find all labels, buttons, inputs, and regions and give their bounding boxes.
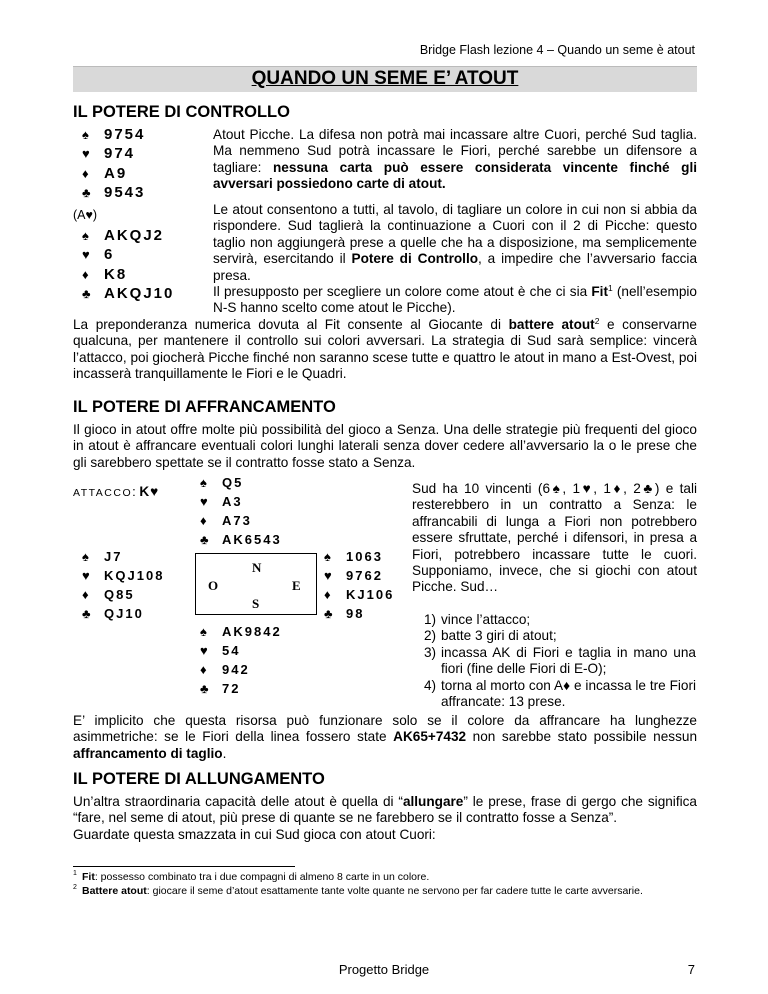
north-spades: 9754 (104, 125, 146, 143)
compass-east: E (292, 578, 301, 593)
opening-lead: ATTACCO: K♥ (73, 484, 160, 499)
section-heading-affrancamento: IL POTERE DI AFFRANCAMENTO (73, 398, 336, 416)
bid-indicator: (A♥) (73, 208, 98, 222)
north-hearts: 974 (104, 145, 136, 163)
hand-east-2: ♠ 1063 ♥ 9762 ♦ KJ106 ♣ 98 (324, 549, 395, 622)
paragraph-control-2: Le atout consentono a tutti, al tavolo, di tagliare un colore in cui non si abbia da rispondere. Sud taglierà la continuazione a Cuori con il 2 di Picche: questo taglio non aggiungerà prese a quelle che ha a disposizione, ma semplicemente servirà, esercitando il Potere di Controllo, a impedire che l’avversario faccia presa. Il presupposto per scegliere un colore come atout è che ci sia Fit$^1$ (nell’esempio N-S hanno scelto come atout le Picche). (213, 202, 698, 316)
footnote-1: 1 Fit: possesso combinato tra i due compagni di almeno 8 carte in un colore. (73, 870, 430, 883)
paragraph-affrancamento-intro: Il gioco in atout offre molte più possibilità del gioco a Senza. Una delle strategie più frequenti del gioco in atout è affrancare eventuali colori lunghi laterali senza dover cedere all’avversario la o le prese che gli sarebbero spettate se il contratto fosse stato a Senza. (73, 422, 697, 470)
page-number: 7 (687, 962, 695, 977)
page-footer: Progetto Bridge (338, 962, 430, 977)
running-header: Bridge Flash lezione 4 – Quando un seme è atout (419, 43, 695, 57)
compass-table (195, 553, 317, 615)
north-clubs: 9543 (104, 184, 146, 202)
play-step: 3) incassa AK di Fiori e taglia in mano una fiori (fine delle Fiori di E-O); (424, 644, 696, 677)
compass-west: O (208, 578, 219, 593)
footnote-2: 2 Battere atout: giocare il seme d’atout esattamente tante volte quante ne servono per far cadere tutte le carte avversarie. (73, 884, 643, 897)
north-diamonds: A9 (104, 164, 128, 182)
play-step: 2) batte 3 giri di atout; (424, 628, 557, 644)
section-heading-allungamento: IL POTERE DI ALLUNGAMENTO (73, 770, 325, 788)
compass-north: N (252, 560, 262, 575)
hand-west-2: ♠ J7 ♥ KQJ108 ♦ Q85 ♣ QJ10 (82, 549, 165, 622)
hand-north-2: ♠ Q5 ♥ A3 ♦ A73 ♣ AK6543 (200, 475, 282, 548)
hand-north-1: ♠ 9754 ♥ 974 ♦ A9 ♣ 9543 (82, 125, 146, 202)
play-step: 4) torna al morto con A♦ e incassa le tre Fiori affrancate: 13 prese. (424, 677, 696, 710)
play-steps (412, 612, 696, 710)
paragraph-control-3: La preponderanza numerica dovuta al Fit consente al Giocante di battere atout$^2$ e conservarne qualcuna, per mantenere il controllo sui colori avversari. La strategia di Sud sarà semplice: vincerà l’attacco, poi giocherà Picche finché non saranno scese tutte e quattro le atout in mano a Est-Ovest, poi incasserà tranquillamente le Fiori e le Quadri. (73, 316, 697, 382)
compass-south: S (252, 596, 260, 611)
south-hearts: 6 (104, 246, 115, 264)
paragraph-affrancamento-side: Sud ha 10 vincenti (6♠, 1♥, 1♦, 2♣) e tali resterebbero in un contratto a Senza: le affrancabili di lunga a Fiori non potrebbero essere sfruttate, perché i difensori, in presa a Fiori, potrebbero incassare tutte le cuori. Supponiamo, invece, che si giochi con atout Picche. Sud… (412, 481, 697, 595)
south-diamonds: K8 (104, 265, 128, 283)
paragraph-affrancamento-closing: E’ implicito che questa risorsa può funzionare solo se il colore da affrancare ha lunghezze asimmetriche: se le Fiori della linea fossero state AK65+7432 non sarebbe stato possibile nessun affrancamento di taglio. (73, 713, 697, 761)
hand-south-2: ♠ AK9842 ♥ 54 ♦ 942 ♣ 72 (200, 624, 282, 697)
paragraph-allungamento: Un’altra straordinaria capacità delle atout è quella di “allungare” le prese, frase di gergo che significa “fare, nel seme di atout, più prese di quante se ne farebbero se il contratto fosse a Senza”. Guardate questa smazzata in cui Sud gioca con atout Cuori: (73, 794, 697, 842)
section-heading-controllo: IL POTERE DI CONTROLLO (73, 103, 290, 121)
south-clubs: AKQJ10 (104, 285, 175, 303)
south-spades: AKQJ2 (104, 226, 165, 244)
paragraph-control-1: Atout Picche. La difesa non potrà mai incassare altre Cuori, perché Sud taglia. Ma nemmeno Sud potrà incassare le Fiori, perché sarebbe un difensore a tagliare: nessuna carta può essere considerata vincente finché gli avversari possiedono carte di atout. (213, 127, 698, 192)
play-step: 1) vince l’attacco; (424, 612, 531, 627)
hand-south-1: ♠ AKQJ2 ♥ 6 ♦ K8 ♣ AKQJ10 (82, 226, 175, 303)
footnote-separator (73, 866, 295, 867)
page-title: QUANDO UN SEME E’ ATOUT (251, 68, 519, 89)
